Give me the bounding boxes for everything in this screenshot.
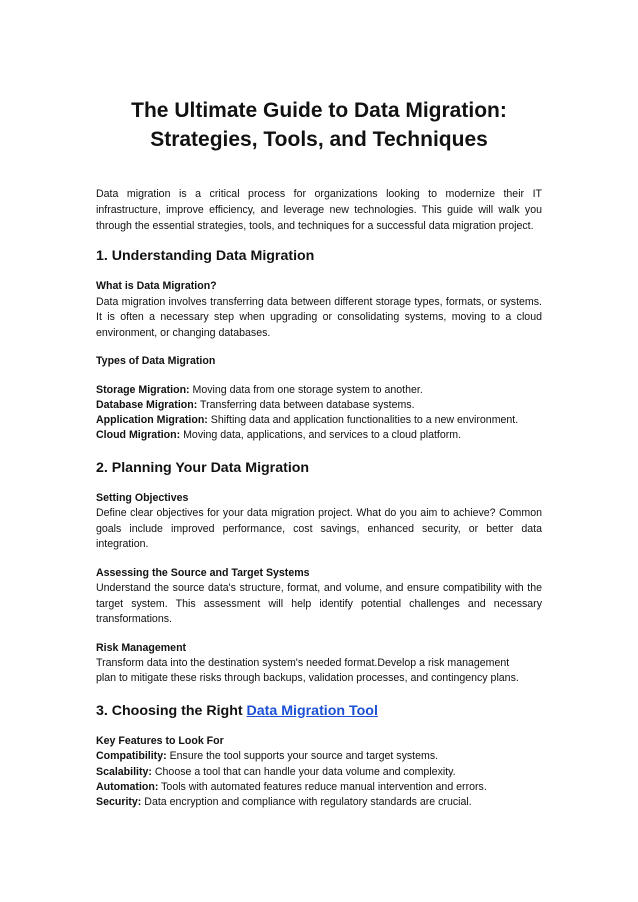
document-page [96,96,542,810]
subheading-types: Types of Data Migration [96,355,216,367]
item-term: Database Migration: [96,398,198,411]
list-item [96,780,542,795]
item-desc: Tools with automated features reduce manual intervention and errors. [158,780,487,793]
intro-paragraph: Data migration is a critical process for organizations looking to modernize their IT infrastructure, improve efficiency, and leverage new technologies. This guide will walk you through the essential strategies, tools, and techniques for a successful data migration project. [96,188,542,232]
section-choosing-tool [96,701,542,811]
item-desc: Moving data, applications, and services to a cloud platform. [180,429,462,442]
paragraph-risk-line: Transform data into the destination system's needed format.Develop a risk management [96,657,510,670]
paragraph-what-is: Data migration involves transferring data between different storage types, formats, or systems. It is often a necessary step when upgrading or consolidating systems, moving to a cloud environment, or changing databases. [96,295,542,339]
list-item [96,413,542,428]
item-term: Scalability: [96,765,152,778]
item-term: Cloud Migration: [96,429,181,442]
subheading-risk: Risk Management [96,641,187,654]
paragraph-assessing: Understand the source data's structure, format, and volume, and ensure compatibility with the target system. This assessment will help identify potential challenges and necessary transformations. [96,582,542,626]
section-planning [96,458,542,687]
item-term: Security: [96,796,142,809]
subheading-what-is: What is Data Migration? [96,280,217,292]
item-term: Automation: [96,780,159,793]
section-understanding [96,246,542,444]
list-item [96,398,542,413]
item-desc: Moving data from one storage system to another. [189,383,423,396]
item-desc: Choose a tool that can handle your data volume and complexity. [151,765,456,778]
item-term: Application Migration: [96,414,208,427]
item-desc: Shifting data and application functionalities to a new environment. [207,414,519,427]
data-migration-tool-link[interactable]: Data Migration Tool [246,702,378,719]
section-heading [96,701,542,721]
paragraph-objectives: Define clear objectives for your data migration project. What do you aim to achieve? Common goals include improved performance, cost savings, enhanced security, or better data integration. [96,507,542,551]
list-item [96,795,542,810]
list-item [96,765,542,780]
section-heading: 1. Understanding Data Migration [96,248,315,264]
heading-prefix: 3. Choosing the Right [96,702,247,719]
document-title: The Ultimate Guide to Data Migration: Strategies, Tools, and Techniques [131,99,507,151]
subheading-key-features: Key Features to Look For [96,734,224,747]
item-desc: Data encryption and compliance with regulatory standards are crucial. [141,796,472,809]
subheading-assessing: Assessing the Source and Target Systems [96,566,310,579]
subheading-objectives: Setting Objectives [96,491,189,504]
list-item [96,383,542,398]
item-term: Compatibility: [96,750,167,763]
item-desc: Transferring data between database systems. [197,398,415,411]
list-item [96,749,542,764]
item-desc: Ensure the tool supports your source and target systems. [166,750,439,763]
section-heading: 2. Planning Your Data Migration [96,459,310,476]
list-item [96,428,542,443]
paragraph-risk-line: plan to mitigate these risks through backups, validation processes, and contingency plans. [96,672,519,685]
item-term: Storage Migration: [96,383,190,396]
